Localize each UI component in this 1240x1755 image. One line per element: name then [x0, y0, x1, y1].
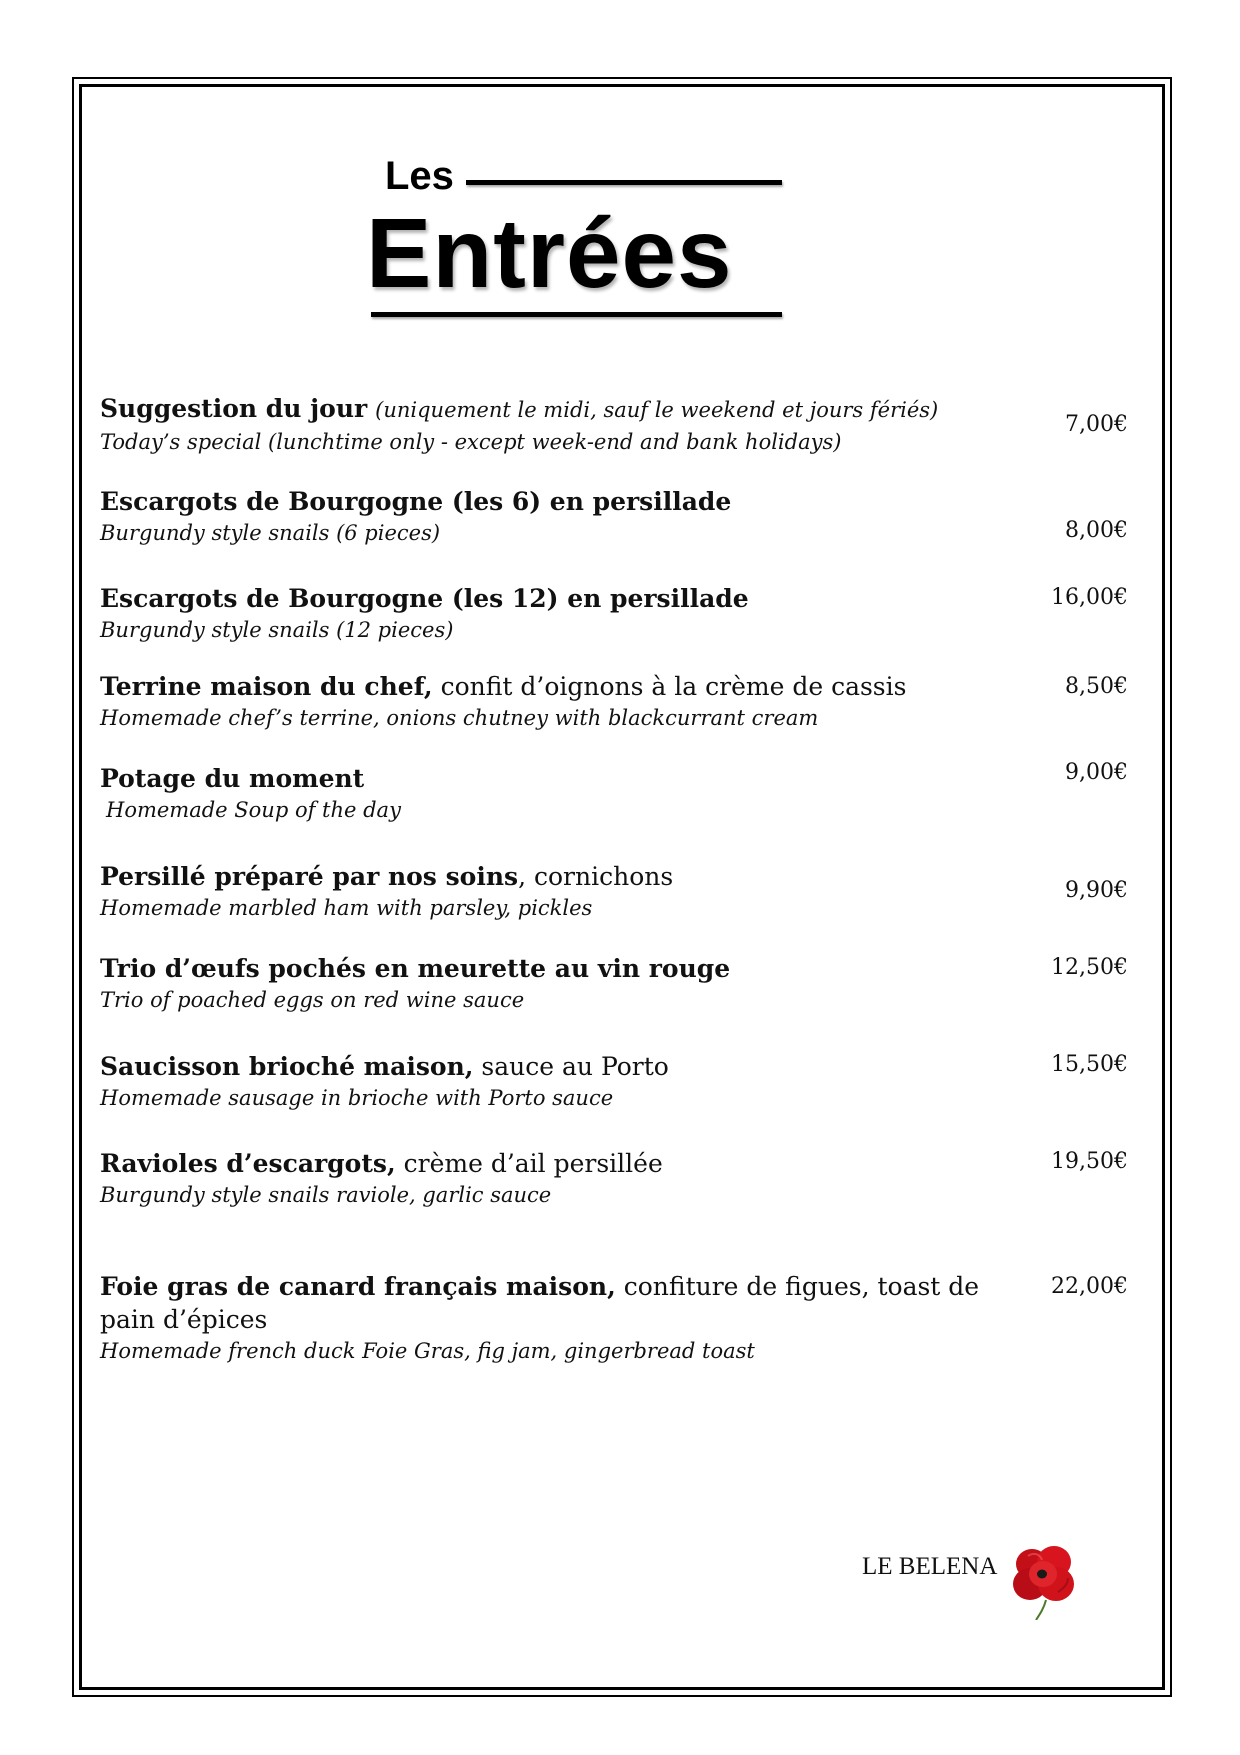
item-title-line — [100, 1147, 1020, 1180]
item-description: Burgundy style snails (12 pieces) — [100, 618, 454, 642]
item-note: (uniquement le midi, sauf le weekend et jours fériés) — [375, 398, 939, 422]
item-price: 19,50€ — [1051, 1149, 1128, 1174]
menu-item — [100, 1050, 1020, 1113]
menu-item — [100, 762, 1020, 825]
menu-item — [100, 1147, 1020, 1210]
item-price: 7,00€ — [1065, 412, 1128, 437]
item-price: 9,90€ — [1065, 878, 1128, 903]
item-name: Potage du moment — [100, 764, 365, 793]
item-title-line — [100, 1050, 1020, 1083]
item-description: Homemade Soup of the day — [106, 798, 401, 822]
menu-item — [100, 392, 1020, 457]
item-title-line — [100, 392, 1020, 427]
item-name: Saucisson brioché maison, — [100, 1052, 474, 1081]
item-price: 22,00€ — [1051, 1274, 1128, 1299]
item-name: Trio d’œufs pochés en meurette au vin rouge — [100, 954, 731, 983]
menu-item — [100, 670, 1020, 733]
item-price: 15,50€ — [1051, 1052, 1128, 1077]
title-bottom-rule — [371, 312, 782, 317]
item-description: Today’s special (lunchtime only - except week-end and bank holidays) — [100, 430, 842, 454]
menu-item — [100, 485, 1020, 548]
item-title-line — [100, 1270, 1000, 1336]
item-extra: confiture de figues, toast de pain d’épices — [100, 1272, 980, 1334]
item-description: Burgundy style snails raviole, garlic sauce — [100, 1183, 552, 1207]
poppy-flower-icon — [1010, 1540, 1076, 1620]
item-description: Trio of poached eggs on red wine sauce — [100, 988, 525, 1012]
menu-item — [100, 860, 1020, 923]
item-name: Persillé préparé par nos soins — [100, 862, 519, 891]
item-name: Terrine maison du chef, — [100, 672, 433, 701]
item-title-line — [100, 860, 1020, 893]
item-name: Suggestion du jour — [100, 394, 368, 423]
item-price: 8,00€ — [1065, 518, 1128, 543]
item-extra: crème d’ail persillée — [395, 1149, 663, 1178]
menu-item — [100, 952, 1020, 1015]
restaurant-name: LE BELENA — [862, 1553, 998, 1580]
item-price: 12,50€ — [1051, 955, 1128, 980]
item-extra: sauce au Porto — [473, 1052, 669, 1081]
item-price: 16,00€ — [1051, 585, 1128, 610]
title-les: Les — [385, 154, 454, 198]
item-description: Burgundy style snails (6 pieces) — [100, 521, 441, 545]
item-title-line — [100, 485, 1020, 518]
item-title-line — [100, 952, 1020, 985]
item-extra: , cornichons — [518, 862, 674, 891]
item-description: Homemade sausage in brioche with Porto sauce — [100, 1086, 614, 1110]
item-name: Escargots de Bourgogne (les 12) en persillade — [100, 584, 749, 613]
item-description: Homemade french duck Foie Gras, fig jam, gingerbread toast — [100, 1339, 755, 1363]
item-name: Foie gras de canard français maison, — [100, 1272, 616, 1301]
item-price: 9,00€ — [1065, 760, 1128, 785]
item-name: Ravioles d’escargots, — [100, 1149, 396, 1178]
item-title-line — [100, 670, 1020, 703]
item-name: Escargots de Bourgogne (les 6) en persillade — [100, 487, 732, 516]
menu-item — [100, 582, 1020, 645]
item-title-line — [100, 582, 1020, 615]
item-description: Homemade marbled ham with parsley, pickles — [100, 896, 593, 920]
item-price: 8,50€ — [1065, 674, 1128, 699]
item-extra: confit d’oignons à la crème de cassis — [432, 672, 907, 701]
item-title-line — [100, 762, 1020, 795]
menu-item — [100, 1270, 1020, 1366]
page-title: Entrées — [366, 198, 733, 308]
title-top-rule — [466, 180, 782, 185]
item-description: Homemade chef’s terrine, onions chutney with blackcurrant cream — [100, 706, 819, 730]
